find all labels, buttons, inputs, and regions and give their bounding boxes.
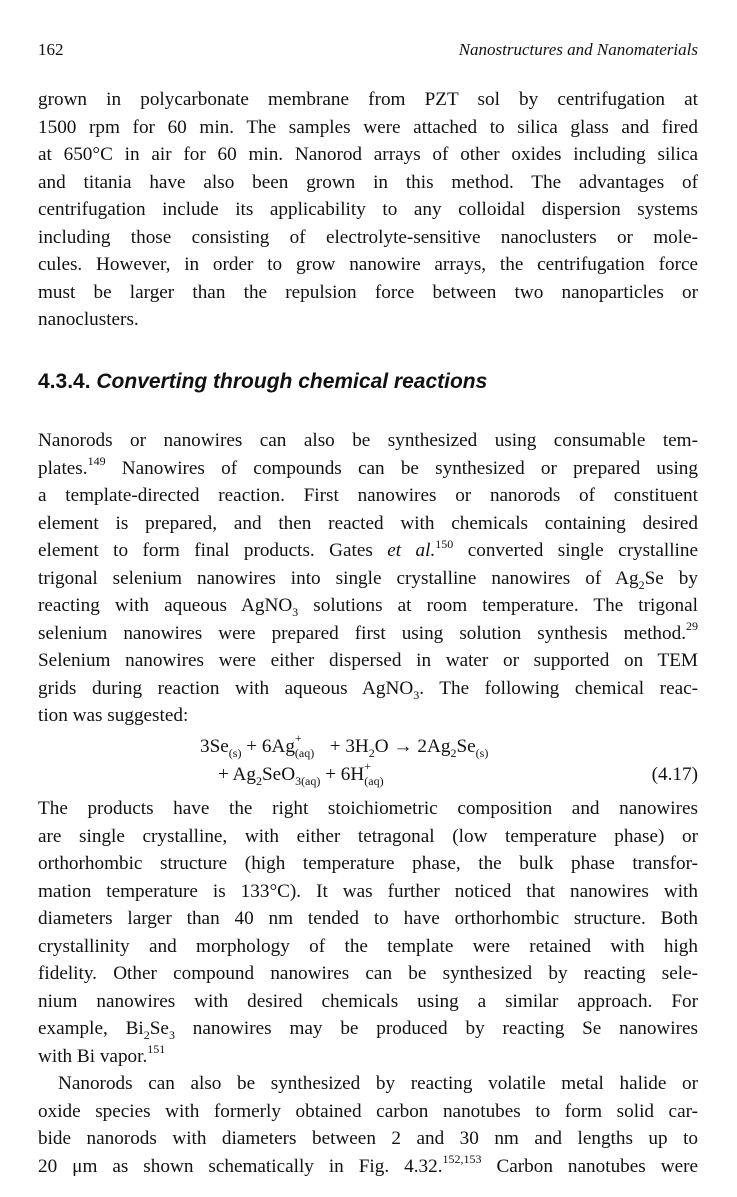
- text-line: 20 μm as shown schematically in Fig. 4.32.$^{152,153}$ Carbon nanotubes were: [38, 1152, 698, 1177]
- citation: 29: [686, 619, 698, 634]
- text-line: reacting with aqueous AgNO$_3$ solutions at room temperature. The trigonal: [38, 595, 698, 619]
- citation: 150: [435, 536, 454, 551]
- text-line: selenium nanowires were prepared first using solution synthesis method.$^{29}$: [38, 619, 698, 644]
- text-line: element is prepared, and then reacted with chemicals containing desired: [38, 512, 698, 534]
- text-line: 1500 rpm for 60 min. The samples were attached to silica glass and fired: [38, 116, 698, 138]
- text-line: nium nanowires with desired chemicals using a similar approach. For: [38, 990, 698, 1012]
- paragraph-centrifugation: [38, 86, 698, 334]
- text-line: must be larger than the repulsion force between two nanoparticles or: [38, 281, 698, 303]
- text-line: cules. However, in order to grow nanowire arrays, the centrifugation force: [38, 254, 698, 275]
- text-line: centrifugation include its applicability to any colloidal dispersion systems: [38, 199, 698, 220]
- text-line: element to form final products. Gates et al.$^{150}$ converted single crystalline: [38, 536, 698, 561]
- text-line: a template-directed reaction. First nanowires or nanorods of constituent: [38, 485, 698, 506]
- text-line: plates.$^{149}$ Nanowires of compounds can be synthesized or prepared using: [38, 454, 698, 479]
- text-line: are single crystalline, with either tetragonal (low temperature phase) or: [38, 825, 698, 847]
- text-line: tion was suggested:: [38, 705, 189, 726]
- section-heading: [38, 368, 698, 396]
- text-line: oxide species with formerly obtained carbon nanotubes to form solid car-: [38, 1100, 698, 1122]
- section-number: 4.3.4.: [38, 370, 91, 393]
- text-line: fidelity. Other compound nanowires can be synthesized by reacting sele-: [38, 963, 698, 984]
- citation: 152,153: [442, 1152, 482, 1167]
- running-title: Nanostructures and Nanomaterials: [458, 40, 698, 59]
- text-line: with Bi vapor.$^{151}$: [38, 1042, 166, 1067]
- running-header: [38, 38, 698, 62]
- text-line: example, $Bi_2Se_3$ nanowires may be produced by reacting Se nanowires: [38, 1018, 698, 1042]
- equation-line-1: $3Se_{(s)} + 6Ag$ + (aq) + $3H_2O \to 2Ag_2Se_{(s)}$: [200, 731, 489, 760]
- citation: 149: [87, 454, 106, 469]
- text-line: grids during reaction with aqueous AgNO$_3$. The following chemical reac-: [38, 677, 699, 702]
- paragraph-carbide-nanorods: [38, 1070, 698, 1180]
- paragraph-products: [38, 795, 698, 1070]
- text-line: trigonal selenium nanowires into single crystalline nanowires of $Ag_2Se$ by: [38, 567, 698, 592]
- citation: 151: [147, 1042, 166, 1057]
- equation-number: (4.17): [651, 764, 698, 785]
- text-line: crystallinity and morphology of the template were retained with high: [38, 935, 698, 957]
- text-line: Nanorods or nanowires can also be synthesized using consumable tem-: [38, 430, 698, 451]
- text-line: orthorhombic structure (high temperature phase, the bulk phase transfor-: [38, 853, 698, 874]
- paragraph-template-reaction: [38, 427, 698, 730]
- text-line: Nanorods can also be synthesized by reacting volatile metal halide or: [58, 1073, 698, 1094]
- text-line: at 650°C in air for 60 min. Nanorod arrays of other oxides including silica: [38, 144, 698, 165]
- text-line: mation temperature is 133°C). It was further noticed that nanowires with: [38, 880, 698, 902]
- text-line: Selenium nanowires were either dispersed in water or supported on TEM: [38, 650, 698, 671]
- text-line: nanoclusters.: [38, 309, 139, 330]
- text-line: including those consisting of electrolyte-sensitive nanoclusters or mole-: [38, 226, 698, 248]
- equation-line-2: + $Ag_2SeO_{3(aq)} + 6H$ + (aq) (4.17): [218, 759, 698, 788]
- text-line: The products have the right stoichiometric composition and nanowires: [38, 798, 698, 819]
- page-number: 162: [38, 40, 64, 59]
- section-title: Converting through chemical reactions: [96, 370, 488, 393]
- text-line: and titania have also been grown in this method. The advantages of: [38, 171, 698, 193]
- text-line: diameters larger than 40 nm tended to have orthorhombic structure. Both: [38, 908, 698, 929]
- text-line: grown in polycarbonate membrane from PZT sol by centrifugation at: [38, 89, 698, 110]
- text-line: bide nanorods with diameters between 2 and 30 nm and lengths up to: [38, 1128, 698, 1149]
